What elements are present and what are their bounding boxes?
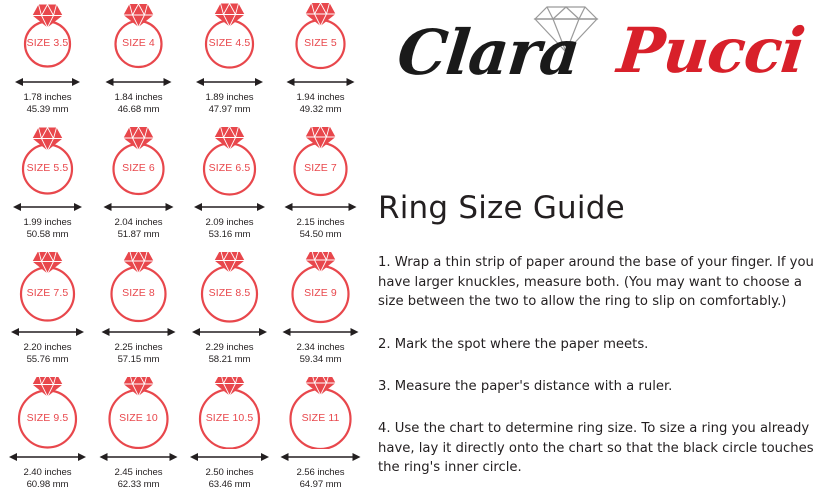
ring-size-cell: [2, 127, 93, 249]
ring-size-label: SIZE 5.5: [26, 162, 69, 174]
measurement-mm: 47.97 mm: [208, 103, 251, 115]
ring-size-label: SIZE 7: [304, 162, 337, 174]
measurement-arrow-icon: [2, 449, 93, 465]
measurement-inches: 2.09 inches: [205, 217, 254, 228]
measurement-mm: 49.32 mm: [299, 103, 342, 115]
ring-size-cell: [275, 377, 366, 499]
ring-size-label: SIZE 7.5: [26, 287, 69, 299]
ring-size-label: SIZE 5: [304, 37, 337, 49]
ring-size-label: SIZE 9: [304, 287, 337, 299]
measurement-inches: 1.84 inches: [114, 92, 163, 103]
measurement-arrow-icon: [93, 199, 184, 215]
logo-text-clara: Clara: [394, 16, 583, 89]
brand-logo: [366, 0, 839, 105]
ring-illustration: [275, 377, 366, 449]
ring-size-label: SIZE 8.5: [208, 287, 251, 299]
measurement-arrow-icon: [2, 324, 93, 340]
ring-illustration: [93, 2, 184, 74]
ring-size-cell: [93, 377, 184, 499]
measurement-arrow-icon: [93, 74, 184, 90]
ring-illustration: [2, 127, 93, 199]
ring-size-cell: [2, 2, 93, 124]
measurement-arrow-icon: [2, 199, 93, 215]
measurement-mm: 63.46 mm: [208, 478, 251, 490]
ring-illustration: [2, 377, 93, 449]
measurement-inches: 1.99 inches: [23, 217, 72, 228]
measurement-arrow-icon: [275, 199, 366, 215]
ring-size-cell: [275, 252, 366, 374]
ring-size-label: SIZE 4: [122, 37, 155, 49]
measurement-arrow-icon: [184, 449, 275, 465]
ring-size-label: SIZE 11: [301, 412, 340, 424]
measurement-mm: 59.34 mm: [299, 353, 342, 365]
measurement-inches: 2.04 inches: [114, 217, 163, 228]
ring-illustration: [184, 252, 275, 324]
ring-illustration: [93, 377, 184, 449]
measurement-arrow-icon: [184, 199, 275, 215]
ring-illustration: [93, 127, 184, 199]
measurement-arrow-icon: [2, 74, 93, 90]
ring-size-cell: [184, 377, 275, 499]
guide-step-1: 1. Wrap a thin strip of paper around the base of your finger. If you have larger knuckles, measure both. (You may want to choose a size between the two to allow the ring to slip on comfortably.): [378, 255, 814, 309]
ring-size-cell: [275, 127, 366, 249]
measurement-inches: 2.40 inches: [23, 467, 72, 478]
ring-illustration: [184, 127, 275, 199]
ring-size-label: SIZE 9.5: [26, 412, 69, 424]
measurement-mm: 50.58 mm: [26, 228, 69, 240]
ring-size-label: SIZE 3.5: [26, 37, 69, 49]
measurement-inches: 2.45 inches: [114, 467, 163, 478]
measurement-inches: 2.20 inches: [23, 342, 72, 353]
measurement-mm: 60.98 mm: [26, 478, 69, 490]
measurement-mm: 64.97 mm: [299, 478, 342, 490]
ring-illustration: [93, 252, 184, 324]
ring-size-chart: [0, 0, 366, 501]
ring-illustration: [275, 252, 366, 324]
measurement-mm: 54.50 mm: [299, 228, 342, 240]
ring-size-label: SIZE 4.5: [208, 37, 251, 49]
measurement-mm: 45.39 mm: [26, 103, 69, 115]
guide-step-3: 3. Measure the paper's distance with a ruler.: [378, 379, 673, 394]
ring-size-label: SIZE 6: [122, 162, 155, 174]
ring-illustration: [184, 2, 275, 74]
ring-size-cell: [93, 2, 184, 124]
ring-illustration: [2, 252, 93, 324]
measurement-arrow-icon: [275, 449, 366, 465]
measurement-inches: 1.78 inches: [23, 92, 72, 103]
measurement-inches: 2.25 inches: [114, 342, 163, 353]
logo-text-pucci: Pucci: [614, 14, 808, 87]
ring-illustration: [2, 2, 93, 74]
ring-size-cell: [184, 252, 275, 374]
measurement-inches: 1.94 inches: [296, 92, 345, 103]
ring-illustration: [184, 377, 275, 449]
measurement-inches: 1.89 inches: [205, 92, 254, 103]
ring-size-cell: [93, 252, 184, 374]
ring-size-grid: [0, 0, 366, 499]
measurement-inches: 2.29 inches: [205, 342, 254, 353]
measurement-arrow-icon: [184, 324, 275, 340]
ring-size-label: SIZE 8: [122, 287, 155, 299]
measurement-mm: 53.16 mm: [208, 228, 251, 240]
right-panel: [366, 0, 839, 501]
ring-illustration: [275, 2, 366, 74]
measurement-arrow-icon: [184, 74, 275, 90]
measurement-inches: 2.56 inches: [296, 467, 345, 478]
measurement-arrow-icon: [93, 324, 184, 340]
ring-size-cell: [2, 252, 93, 374]
measurement-mm: 51.87 mm: [117, 228, 160, 240]
ring-size-cell: [93, 127, 184, 249]
measurement-mm: 46.68 mm: [117, 103, 160, 115]
ring-size-label: SIZE 6.5: [208, 162, 251, 174]
ring-size-cell: [184, 2, 275, 124]
guide-step-2: 2. Mark the spot where the paper meets.: [378, 337, 649, 352]
ring-size-cell: [275, 2, 366, 124]
measurement-inches: 2.50 inches: [205, 467, 254, 478]
guide-step-4: 4. Use the chart to determine ring size. To size a ring you already have, lay it directly onto the chart so that the black circle touches the ring's inner circle.: [378, 421, 814, 475]
ring-size-cell: [2, 377, 93, 499]
page-title: Ring Size Guide: [378, 190, 625, 226]
measurement-mm: 58.21 mm: [208, 353, 251, 365]
measurement-arrow-icon: [93, 449, 184, 465]
measurement-mm: 57.15 mm: [117, 353, 160, 365]
measurement-inches: 2.34 inches: [296, 342, 345, 353]
ring-size-cell: [184, 127, 275, 249]
measurement-arrow-icon: [275, 74, 366, 90]
measurement-arrow-icon: [275, 324, 366, 340]
measurement-mm: 55.76 mm: [26, 353, 69, 365]
measurement-mm: 62.33 mm: [117, 478, 160, 490]
ring-size-label: SIZE 10.5: [205, 412, 254, 424]
ring-illustration: [275, 127, 366, 199]
measurement-inches: 2.15 inches: [296, 217, 345, 228]
ring-size-label: SIZE 10: [119, 412, 158, 424]
